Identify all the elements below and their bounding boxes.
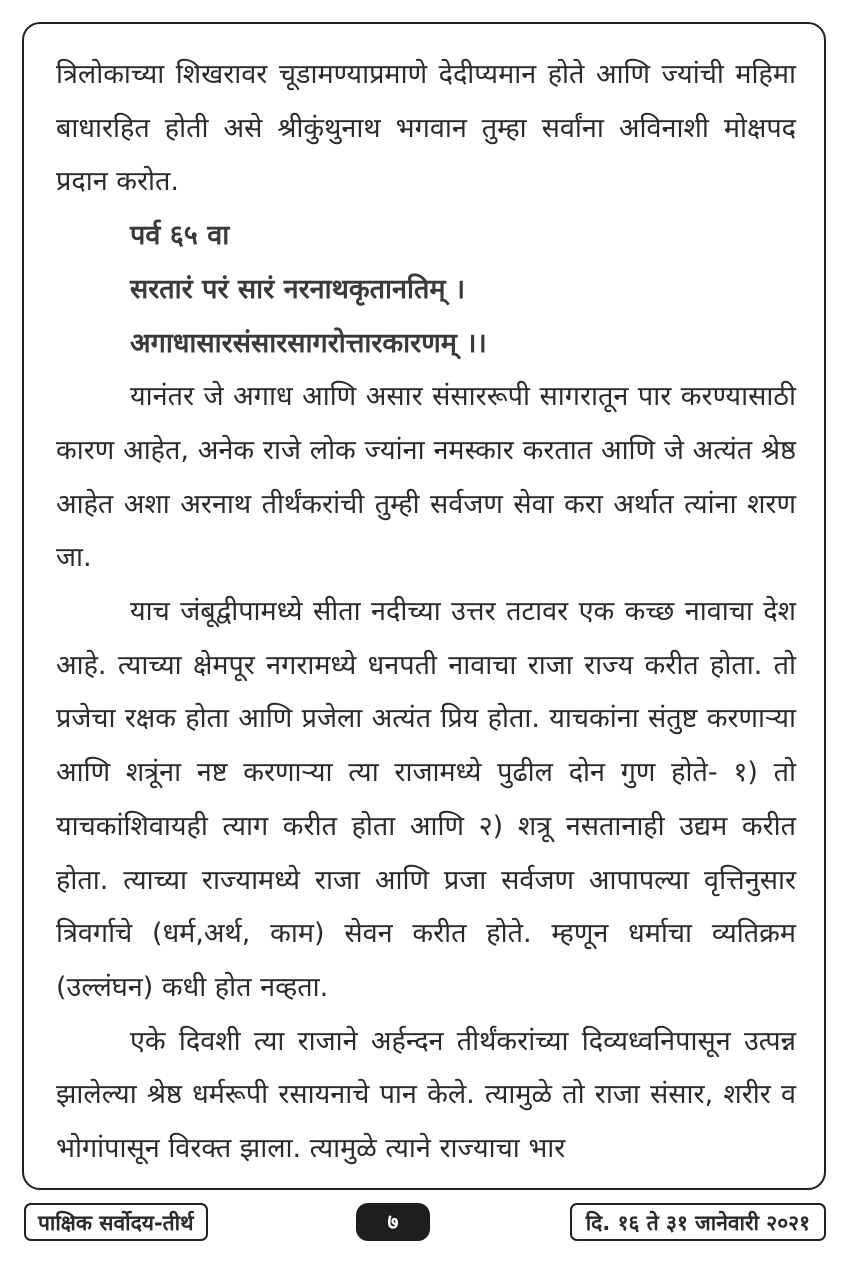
section-heading: पर्व ६५ वा xyxy=(130,220,230,252)
verse-line-2: अगाधासारसंसारसागरोत्तारकारणम् ।। xyxy=(130,327,487,359)
paragraph-intro: त्रिलोकाच्या शिखरावर चूडामण्याप्रमाणे देदीप्यमान होते आणि ज्यांची महिमा बाधारहित होती असे श्रीकुंथुनाथ भगवान तुम्हा सर्वांना अविनाशी मोक्षपद प्रदान करोत. xyxy=(56,59,796,198)
publication-name: पाक्षिक सर्वोदय-तीर्थ xyxy=(24,1203,208,1241)
paragraph-kingdom: याच जंबूद्वीपामध्ये सीता नदीच्या उत्तर तटावर एक कच्छ नावाचा देश आहे. त्याच्या क्षेमपूर नगरामध्ये धनपती नावाचा राजा राज्य करीत होता. तो प्रजेचा रक्षक होता आणि प्रजेला अत्यंत प्रिय होता. याचकांना संतुष्ट करणाऱ्या आणि शत्रूंना नष्ट करणाऱ्या त्या राजामध्ये पुढील दोन गुण होते- १) तो याचकांशिवायही त्याग करीत होता आणि २) शत्रू नसतानाही उद्यम करीत होता. त्याच्या राज्यामध्ये राजा आणि प्रजा सर्वजण आपापल्या वृत्तिनुसार त्रिवर्गाचे (धर्म,अर्थ, काम) सेवन करीत होते. म्हणून धर्माचा व्यतिक्रम (उल्लंघन) कधी होत नव्हता. xyxy=(56,596,796,1003)
page-number: ७ xyxy=(356,1203,430,1241)
paragraph-renunciation: एके दिवशी त्या राजाने अर्हन्दन तीर्थंकरांच्या दिव्यध्वनिपासून उत्पन्न झालेल्या श्रेष्ठ धर्मरूपी रसायनाचे पान केले. त्यामुळे तो राजा संसार, शरीर व भोगांपासून विरक्त झाला. त्यामुळे त्याने राज्याचा भार xyxy=(56,1025,796,1165)
verse-line-1: सरतारं परं सारं नरनाथकृतानतिम् । xyxy=(130,273,466,305)
paragraph-arnath: यानंतर जे अगाध आणि असार संसाररूपी सागरातून पार करण्यासाठी कारण आहेत, अनेक राजे लोक ज्यांना नमस्कार करतात आणि जे अत्यंत श्रेष्ठ आहेत अशा अरनाथ तीर्थंकरांची तुम्ही सर्वजण सेवा करा अर्थात त्यांना शरण जा. xyxy=(56,381,796,574)
page-body xyxy=(56,48,796,1176)
issue-date: दि. १६ ते ३१ जानेवारी २०२१ xyxy=(570,1203,826,1241)
